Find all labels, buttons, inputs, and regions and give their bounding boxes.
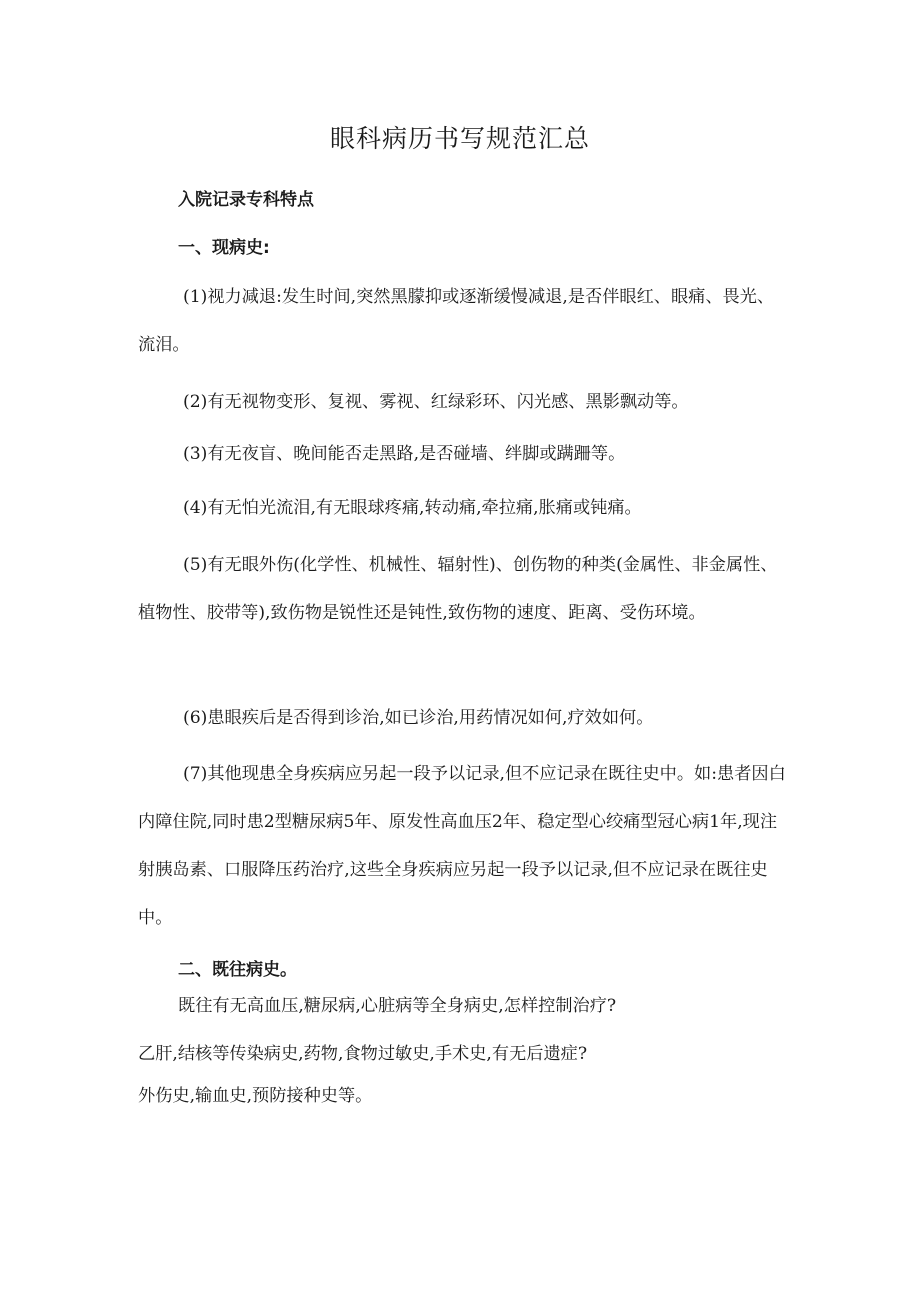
item-5: (5)有无眼外伤(化学性、机械性、辐射性)、创伤物的种类(金属性、非金属性、植物性、胶带等),致伤物是锐性还是钝性,致伤物的速度、距离、受伤环境。 — [138, 555, 778, 623]
history-line-2: 乙肝,结核等传染病史,药物,食物过敏史,手术史,有无后遗症? — [138, 1044, 588, 1064]
item-2: (2)有无视物变形、复视、雾视、红绿彩环、闪光感、黑影飘动等。 — [183, 392, 689, 412]
item-6: (6)患眼疾后是否得到诊治,如已诊治,用药情况如何,疗效如何。 — [183, 708, 654, 728]
section-label: 入院记录专科特点 — [178, 190, 314, 210]
item-7: (7)其他现患全身疾病应另起一段予以记录,但不应记录在既往史中。如:患者因白内障住院,同时患2型糖尿病5年、原发性高血压2年、稳定型心绞痛型冠心病1年,现注射胰岛素、口服降压药治疗,这些全身疾病应另起一段予以记录,但不应记录在既往史中。 — [138, 764, 786, 928]
item-1: (1)视力减退:发生时间,突然黑朦抑或逐渐缓慢减退,是否伴眼红、眼痛、畏光、流泪。 — [138, 287, 775, 355]
item-3: (3)有无夜盲、晚间能否走黑路,是否碰墙、绊脚或蹒跚等。 — [183, 444, 626, 464]
item-4: (4)有无怕光流泪,有无眼球疼痛,转动痛,牵拉痛,胀痛或钝痛。 — [183, 498, 642, 518]
history-line-1: 既往有无高血压,糖尿病,心脏病等全身病史,怎样控制治疗? — [178, 996, 617, 1016]
heading-present-illness: 一、现病史: — [178, 238, 270, 258]
heading-past-history: 二、既往病史。 — [178, 960, 297, 980]
history-line-3: 外伤史,输血史,预防接种史等。 — [138, 1086, 373, 1106]
page-title: 眼科病历书写规范汇总 — [329, 124, 590, 153]
